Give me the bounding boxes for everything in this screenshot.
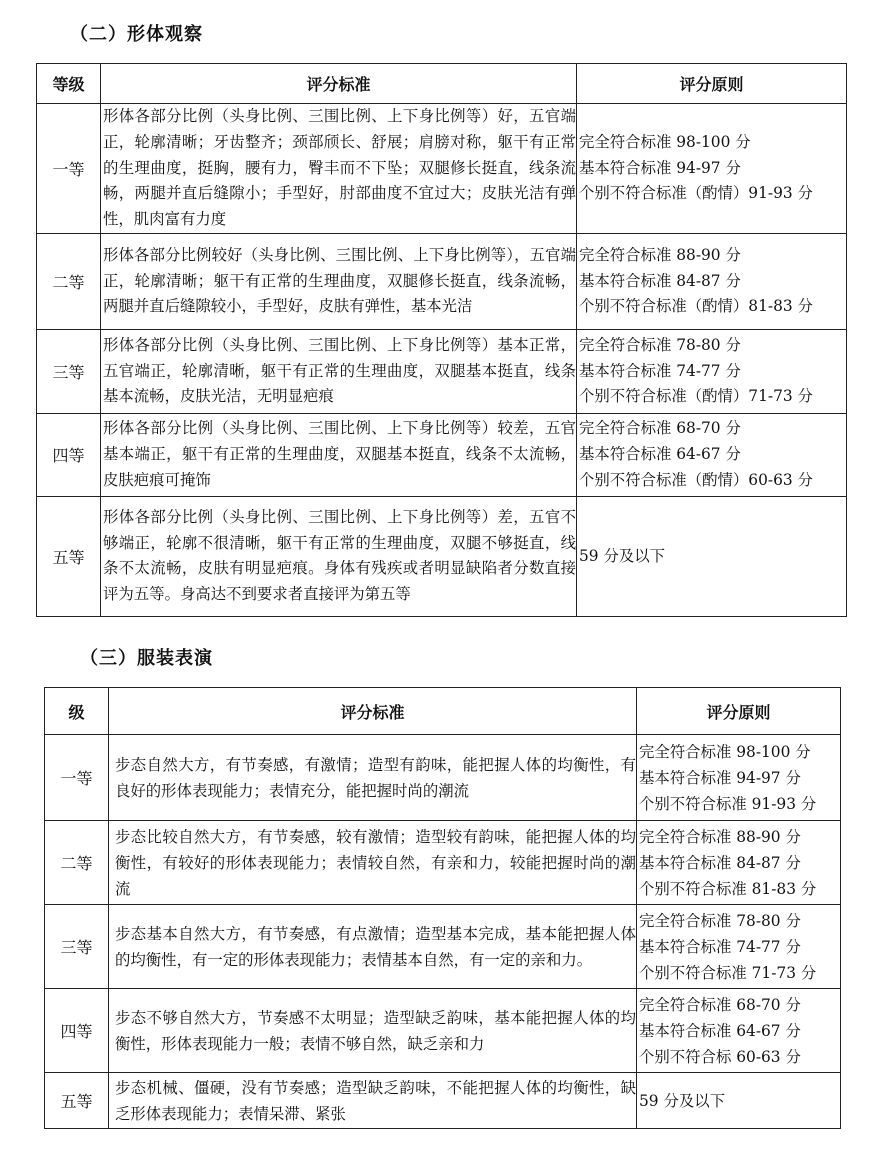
criteria-cell: 步态比较自然大方，有节奏感，较有激情；造型较有韵味，能把握人体的均衡性，有较好的形体表现能力；表情较自然，有亲和力，较能把握时尚的潮流 [109, 821, 637, 905]
principle-line: 完全符合标准 98-100 分 [579, 132, 751, 151]
principle-line: 基本符合标准 94-97 分 [639, 768, 801, 787]
principle-line: 个别不符合标准 81-83 分 [639, 879, 817, 898]
grade-cell: 五等 [37, 496, 101, 616]
principle-line: 基本符合标准 84-87 分 [579, 271, 741, 290]
principle-line: 基本符合标准 84-87 分 [639, 853, 801, 872]
principle-line: 基本符合标准 94-97 分 [579, 158, 741, 177]
principle-line: 59 分及以下 [579, 546, 666, 565]
table-row [37, 496, 847, 616]
fashion-show-scoring-table [44, 687, 841, 1129]
criteria-cell: 步态自然大方，有节奏感，有激情；造型有韵味，能把握人体的均衡性，有良好的形体表现能力；表情充分，能把握时尚的潮流 [109, 735, 637, 821]
principle-line: 完全符合标准 78-80 分 [579, 335, 741, 354]
principle-cell [637, 905, 841, 989]
criteria-cell: 步态基本自然大方，有节奏感，有点激情；造型基本完成，基本能把握人体的均衡性，有一定的形体表现能力；表情基本自然，有一定的亲和力。 [109, 905, 637, 989]
principle-cell [577, 496, 847, 616]
principle-cell [577, 233, 847, 329]
grade-cell: 二等 [45, 821, 109, 905]
criteria-cell: 步态机械、僵硬，没有节奏感；造型缺乏韵味，不能把握人体的均衡性，缺乏形体表现能力；表情呆滞、紧张 [109, 1073, 637, 1129]
section-3-title: （三）服装表演 [80, 648, 213, 669]
header-criteria: 评分标准 [109, 688, 637, 735]
principle-line: 个别不符合标准（酌情）71-73 分 [579, 387, 813, 406]
header-criteria: 评分标准 [101, 64, 577, 104]
principle-line: 完全符合标准 98-100 分 [639, 742, 811, 761]
principle-line: 基本符合标准 64-67 分 [639, 1021, 801, 1040]
table-row [45, 735, 841, 821]
principle-line: 完全符合标准 88-90 分 [579, 245, 741, 264]
table-row [37, 104, 847, 234]
table-row [45, 821, 841, 905]
criteria-cell: 形体各部分比例较好（头身比例、三围比例、上下身比例等），五官端正，轮廓清晰；躯干有正常的生理曲度，双腿修长挺直，线条流畅，两腿并直后缝隙较小，手型好，皮肤有弹性，基本光洁 [101, 233, 577, 329]
table-header-row [45, 688, 841, 735]
grade-cell: 三等 [37, 329, 101, 413]
principle-cell [637, 821, 841, 905]
principle-line: 个别不符合标准 91-93 分 [639, 794, 817, 813]
principle-line: 完全符合标准 88-90 分 [639, 827, 801, 846]
principle-cell [577, 329, 847, 413]
principle-line: 完全符合标准 68-70 分 [639, 995, 801, 1014]
criteria-cell: 形体各部分比例（头身比例、三围比例、上下身比例等）好，五官端正，轮廓清晰；牙齿整齐；颈部颀长、舒展；肩膀对称，躯干有正常的生理曲度，挺胸，腰有力，臀丰而不下坠；双腿修长挺直，线条流畅，两腿并直后缝隙小；手型好，肘部曲度不宜过大；皮肤光洁有弹性，肌肉富有力度 [101, 104, 577, 234]
table-header-row [37, 64, 847, 104]
grade-cell: 一等 [37, 104, 101, 234]
principle-line: 基本符合标准 74-77 分 [579, 361, 741, 380]
grade-cell: 五等 [45, 1073, 109, 1129]
principle-line: 个别不符合标准 71-73 分 [639, 963, 817, 982]
principle-line: 个别不符合标准（酌情）91-93 分 [579, 184, 813, 203]
principle-line: 个别不符合标准（酌情）60-63 分 [579, 470, 813, 489]
header-grade: 级 [45, 688, 109, 735]
table-row [37, 233, 847, 329]
table-row [37, 413, 847, 496]
principle-line: 完全符合标准 78-80 分 [639, 911, 801, 930]
header-grade: 等级 [37, 64, 101, 104]
header-principle: 评分原则 [637, 688, 841, 735]
table-row [45, 905, 841, 989]
criteria-cell: 形体各部分比例（头身比例、三围比例、上下身比例等）较差，五官基本端正，躯干有正常的生理曲度，双腿基本挺直，线条不太流畅，皮肤疤痕可掩饰 [101, 413, 577, 496]
principle-line: 个别不符合标准（酌情）81-83 分 [579, 297, 813, 316]
grade-cell: 一等 [45, 735, 109, 821]
principle-cell [577, 104, 847, 234]
grade-cell: 三等 [45, 905, 109, 989]
table-row [37, 329, 847, 413]
principle-cell [577, 413, 847, 496]
grade-cell: 二等 [37, 233, 101, 329]
principle-line: 完全符合标准 68-70 分 [579, 419, 741, 438]
table-row [45, 989, 841, 1073]
grade-cell: 四等 [37, 413, 101, 496]
criteria-cell: 步态不够自然大方，节奏感不太明显；造型缺乏韵味，基本能把握人体的均衡性，形体表现能力一般；表情不够自然，缺乏亲和力 [109, 989, 637, 1073]
criteria-cell: 形体各部分比例（头身比例、三围比例、上下身比例等）基本正常，五官端正，轮廓清晰，躯干有正常的生理曲度，双腿基本挺直，线条基本流畅，皮肤光洁，无明显疤痕 [101, 329, 577, 413]
principle-cell [637, 735, 841, 821]
principle-cell [637, 1073, 841, 1129]
principle-cell [637, 989, 841, 1073]
criteria-cell: 形体各部分比例（头身比例、三围比例、上下身比例等）差，五官不够端正，轮廓不很清晰，躯干有正常的生理曲度，双腿不够挺直，线条不太流畅，皮肤有明显疤痕。身体有残疾或者明显缺陷者分数直接评为五等。身高达不到要求者直接评为第五等 [101, 496, 577, 616]
principle-line: 个别不符合标 60-63 分 [639, 1047, 801, 1066]
body-shape-scoring-table [36, 63, 847, 617]
principle-line: 基本符合标准 64-67 分 [579, 445, 741, 464]
table-row [45, 1073, 841, 1129]
grade-cell: 四等 [45, 989, 109, 1073]
principle-line: 基本符合标准 74-77 分 [639, 937, 801, 956]
principle-line: 59 分及以下 [639, 1091, 726, 1110]
header-principle: 评分原则 [577, 64, 847, 104]
section-2-title: （二）形体观察 [70, 24, 203, 45]
